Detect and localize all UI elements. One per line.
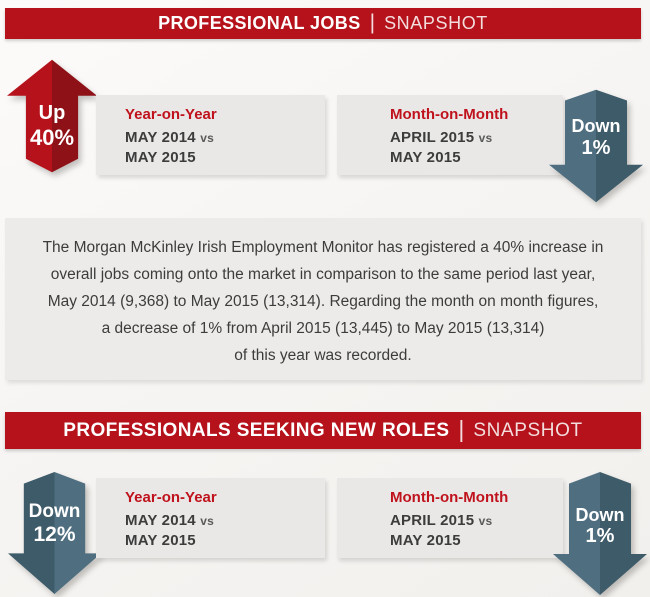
date-from: MAY 2014 — [125, 129, 196, 146]
summary-line: of this year was recorded. — [234, 346, 412, 364]
comparison-from — [125, 511, 325, 531]
section-header-professionals-seeking-new-roles — [5, 412, 641, 449]
comparison-title: Year-on-Year — [125, 106, 217, 123]
header-divider: | — [458, 416, 465, 442]
comparison-to: MAY 2015 — [390, 149, 461, 166]
up-arrow-value: 40% — [29, 125, 75, 151]
comparison-title: Year-on-Year — [125, 489, 217, 506]
comparison-from — [390, 511, 563, 531]
down-arrow-word: Down — [575, 504, 625, 525]
down-arrow-value: 12% — [33, 522, 76, 546]
month-on-month-box-1 — [337, 95, 563, 175]
vs-label: vs — [200, 131, 214, 145]
summary-line: The Morgan McKinley Irish Employment Monitor has registered a 40% increase in — [42, 238, 604, 256]
down-arrow-label — [549, 88, 643, 204]
comparison-to: MAY 2015 — [125, 532, 196, 549]
header-subtitle: SNAPSHOT — [384, 13, 488, 33]
date-from: MAY 2014 — [125, 512, 196, 529]
date-from: APRIL 2015 — [390, 512, 475, 529]
comparison-from — [125, 128, 325, 148]
header-title: PROFESSIONAL JOBS — [158, 13, 361, 33]
comparison-to: MAY 2015 — [125, 149, 196, 166]
up-arrow-word: Up — [38, 102, 66, 125]
down-arrow-12 — [8, 470, 101, 596]
down-arrow-label — [8, 470, 101, 596]
date-from: APRIL 2015 — [390, 129, 475, 146]
comparison-title: Month-on-Month — [390, 106, 509, 123]
comparison-title: Month-on-Month — [390, 489, 509, 506]
vs-label: vs — [478, 131, 493, 145]
header-divider: | — [369, 10, 376, 34]
vs-label: vs — [478, 514, 493, 528]
vs-label: vs — [200, 514, 214, 528]
summary-line: a decrease of 1% from April 2015 (13,445) to May 2015 (13,314) — [101, 319, 545, 337]
down-arrow-word: Down — [571, 116, 621, 137]
down-arrow-1b — [553, 470, 647, 597]
summary-panel — [5, 218, 641, 380]
month-on-month-box-2 — [337, 478, 563, 558]
header-subtitle: SNAPSHOT — [473, 419, 583, 441]
down-arrow-value: 1% — [585, 525, 615, 548]
comparison-from — [390, 128, 563, 148]
header-title: PROFESSIONALS SEEKING NEW ROLES — [63, 419, 450, 441]
section-header-professional-jobs — [5, 8, 641, 39]
up-arrow-label — [7, 58, 97, 175]
down-arrow-1 — [549, 88, 643, 204]
summary-line: May 2014 (9,368) to May 2015 (13,314). Regarding the month on month figures, — [47, 292, 599, 310]
year-on-year-box-2 — [96, 478, 325, 558]
summary-line: overall jobs coming onto the market in comparison to the same period last year, — [50, 265, 596, 283]
up-arrow — [7, 58, 97, 175]
comparison-to: MAY 2015 — [390, 532, 461, 549]
down-arrow-label — [553, 470, 647, 597]
year-on-year-box-1 — [96, 95, 325, 175]
down-arrow-word: Down — [28, 501, 81, 522]
down-arrow-value: 1% — [581, 136, 611, 159]
